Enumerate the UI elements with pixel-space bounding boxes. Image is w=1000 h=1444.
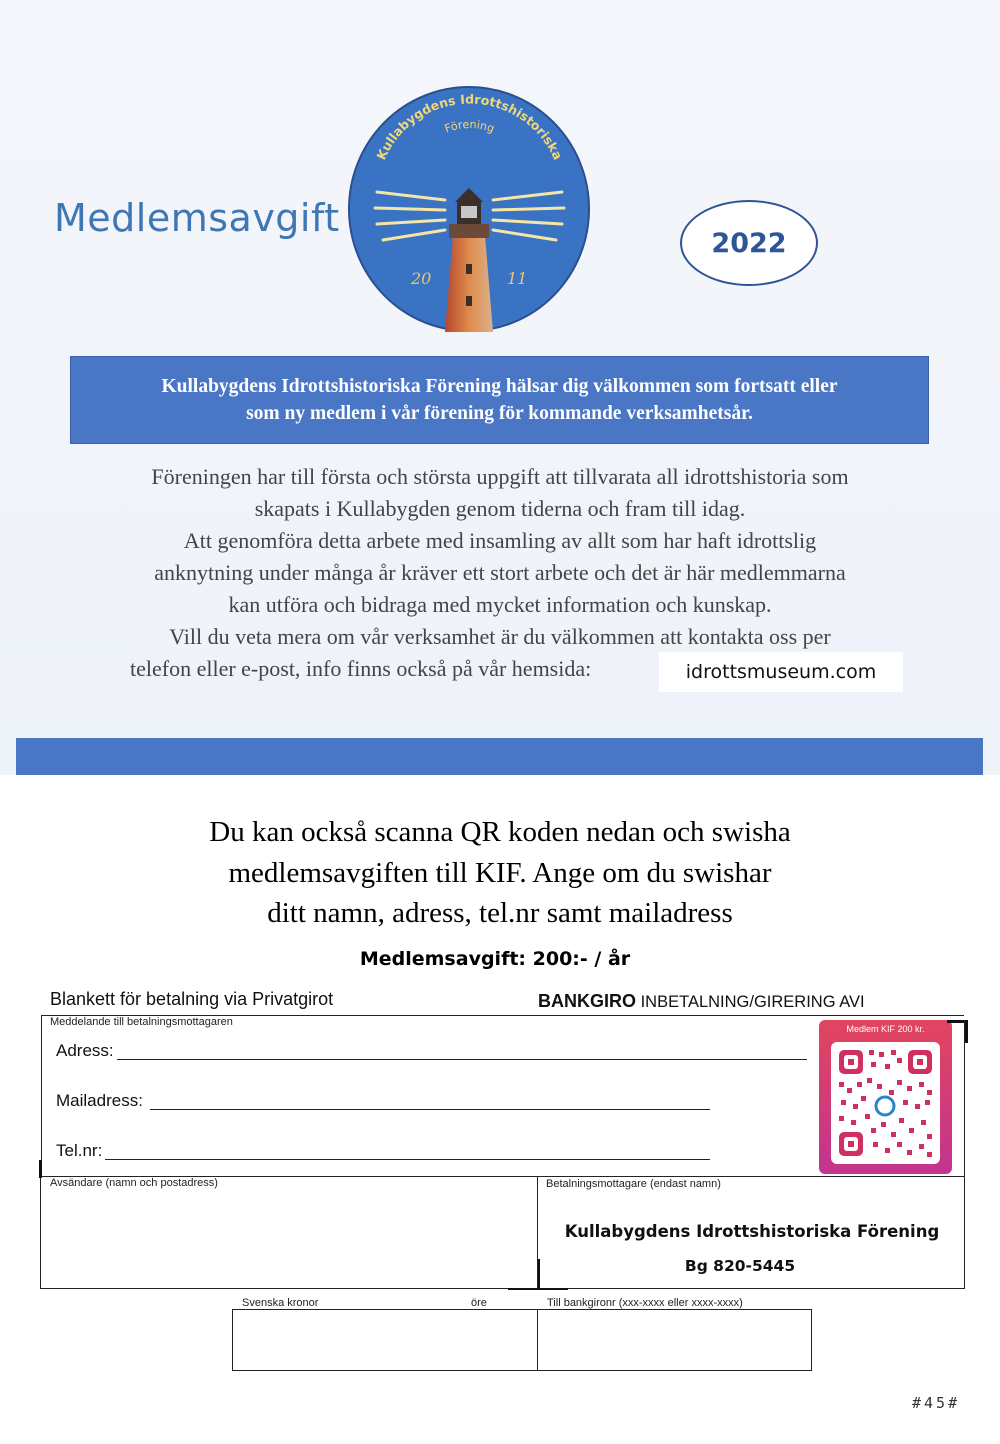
recipient-name: Kullabygdens Idrottshistoriska Förening [564,1222,940,1241]
email-field[interactable] [150,1109,710,1110]
year-badge [680,200,818,286]
tick-mark [538,1259,540,1289]
swish-instructions [0,812,1000,934]
intro-line: kan utföra och bidraga med mycket information och kunskap. [228,592,772,617]
welcome-text: Kullabygdens Idrottshistoriska Förening hälsar dig välkommen som fortsatt eller som ny medlem i vår förening för kommande verksamhetsår. [161,376,838,424]
message-box-right [964,1020,965,1176]
message-label: Meddelande till betalningsmottagaren [50,1016,233,1028]
ore-label: öre [471,1297,487,1309]
bankgiro-rest: INBETALNING/GIRERING AVI [636,993,865,1011]
intro-line: skapats i Kullabygden genom tiderna och fram till idag. [254,496,746,521]
recipient-label: Betalningsmottagare (endast namn) [546,1178,721,1190]
swish-line: Du kan också scanna QR koden nedan och swisha [209,816,791,848]
intro-line: Att genomföra detta arbete med insamling av allt som har haft idrottslig [183,528,817,553]
intro-line: Vill du veta mera om vår verksamhet är du välkommen att kontakta oss per [169,624,831,649]
svg-text:11: 11 [507,269,528,288]
swish-line: medlemsavgiften till KIF. Ange om du swishar [228,856,772,889]
svg-text:Förening: Förening [442,117,497,136]
address-label: Adress: [56,1041,114,1060]
intro-line: Föreningen har till första och största uppgift att tillvarata all idrottshistoria som [151,464,849,489]
svg-text:Kullabygdens Idrottshistoriska: Kullabygdens Idrottshistoriska [373,91,566,163]
welcome-banner [70,356,929,444]
amount-field[interactable] [234,1311,536,1369]
membership-fee: Medlemsavgift: 200:- / år [359,948,631,970]
swish-line: ditt namn, adress, tel.nr samt mailadress [267,897,733,929]
tick-mark [508,1288,568,1290]
website-link[interactable]: idrottsmuseum.com [659,652,903,692]
phone-label: Tel.nr: [56,1141,103,1160]
bankgiro-account-field[interactable] [539,1311,810,1369]
corner-mark [39,1160,42,1178]
year-label: 2022 [711,227,787,259]
decorative-band [16,738,983,775]
sender-field[interactable] [46,1194,532,1284]
email-label: Mailadress: [56,1091,143,1110]
bankgiro-bold: BANKGIRO [538,991,636,1011]
kronor-label: Svenska kronor [242,1297,319,1309]
bankgiro-form [0,972,1000,1444]
phone-field[interactable] [105,1159,710,1160]
address-field[interactable] [117,1059,807,1060]
amount-divider [537,1309,538,1371]
qr-caption: Medlem KIF 200 kr. [846,1024,925,1034]
intro-line: telefon eller e-post, info finns också på vår hemsida: [130,656,592,681]
sender-label: Avsändare (namn och postadress) [50,1177,218,1189]
intro-line: anknytning under många år kräver ett stort arbete och det är här medlemmarna [154,560,846,585]
qr-code-icon [831,1042,940,1164]
svg-text:20: 20 [411,269,432,288]
bankgiro-number: Bg 820-5445 [684,1257,796,1275]
form-title: Blankett för betalning via Privatgirot [50,989,334,1009]
bankgiro-header [538,991,865,1012]
footer-code: #45# [912,1394,961,1412]
to-bankgiro-label: Till bankgironr (xxx-xxxx eller xxxx-xxxx) [547,1297,743,1309]
swish-qr-card [819,1020,952,1174]
message-box-left [41,1015,42,1176]
page-title: Medlemsavgift [54,196,340,240]
association-logo [347,84,592,334]
